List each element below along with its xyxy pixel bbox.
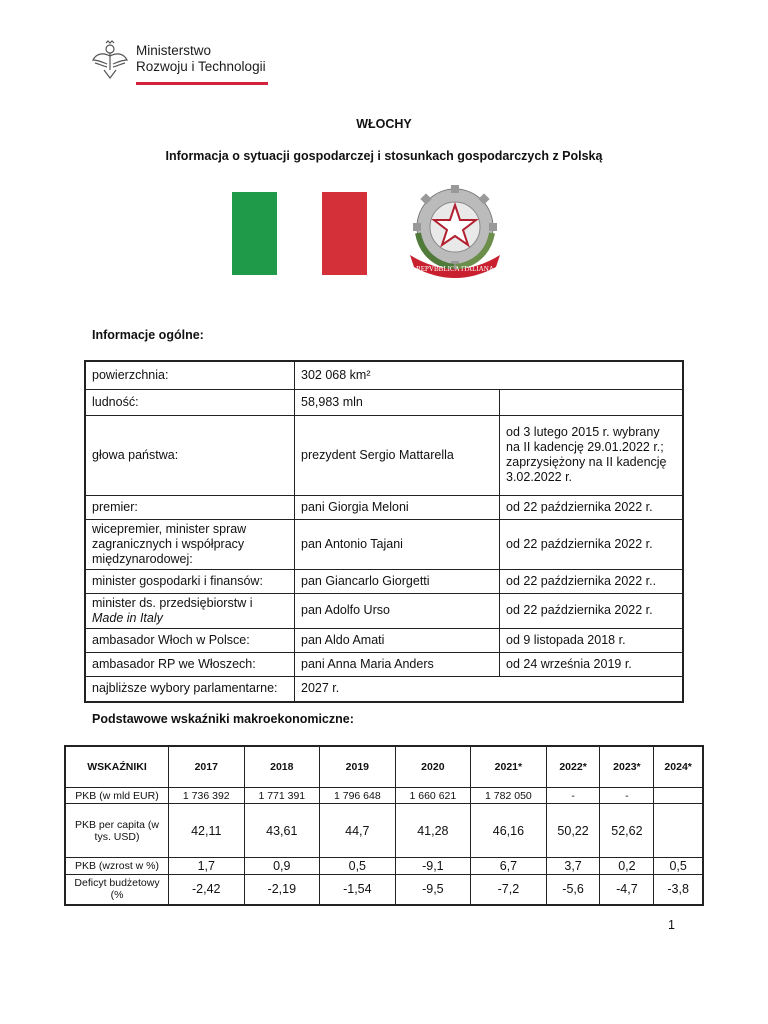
cell: 46,16 bbox=[471, 804, 547, 858]
column-header: 2022* bbox=[546, 746, 600, 788]
row-value: pan Adolfo Urso bbox=[295, 593, 500, 628]
table-row bbox=[85, 569, 683, 593]
cell: - bbox=[600, 788, 654, 804]
flag-green-stripe bbox=[232, 192, 277, 275]
cell: 50,22 bbox=[546, 804, 600, 858]
cell: -5,6 bbox=[546, 875, 600, 905]
column-header: 2023* bbox=[600, 746, 654, 788]
cell: 43,61 bbox=[244, 804, 320, 858]
ministry-name bbox=[136, 43, 266, 75]
cell: 1 782 050 bbox=[471, 788, 547, 804]
cell: -9,5 bbox=[395, 875, 471, 905]
row-date: od 22 października 2022 r.. bbox=[500, 569, 684, 593]
ministry-logo bbox=[90, 40, 270, 86]
row-value: pani Anna Maria Anders bbox=[295, 652, 500, 676]
table-row bbox=[85, 495, 683, 519]
row-date: od 24 września 2019 r. bbox=[500, 652, 684, 676]
row-label: wicepremier, minister spraw zagranicznych i współpracy międzynarodowej: bbox=[85, 519, 295, 569]
column-header: 2024* bbox=[654, 746, 703, 788]
row-value: pani Giorgia Meloni bbox=[295, 495, 500, 519]
polish-eagle-icon bbox=[90, 40, 130, 82]
row-value: 58,983 mln bbox=[295, 389, 500, 415]
table-row bbox=[85, 676, 683, 702]
table-row bbox=[65, 858, 703, 875]
row-value: pan Aldo Amati bbox=[295, 628, 500, 652]
cell: 1 796 648 bbox=[320, 788, 396, 804]
country-title: WŁOCHY bbox=[356, 117, 412, 131]
cell: 41,28 bbox=[395, 804, 471, 858]
row-date: od 22 października 2022 r. bbox=[500, 519, 684, 569]
table-row bbox=[65, 804, 703, 858]
row-label: ludność: bbox=[85, 389, 295, 415]
table-row bbox=[85, 628, 683, 652]
table-row bbox=[85, 389, 683, 415]
column-header: 2020 bbox=[395, 746, 471, 788]
cell: -2,42 bbox=[169, 875, 245, 905]
cell bbox=[654, 788, 703, 804]
row-value: 302 068 km² bbox=[295, 361, 684, 389]
row-date: od 3 lutego 2015 r. wybrany na II kadencję 29.01.2022 r.; zaprzysiężony na II kadencję 3.02.2022 r. bbox=[500, 415, 684, 495]
row-label: PKB per capita (w tys. USD) bbox=[65, 804, 169, 858]
cell: 52,62 bbox=[600, 804, 654, 858]
column-header: 2021* bbox=[471, 746, 547, 788]
page-number: 1 bbox=[668, 918, 675, 932]
table-row bbox=[65, 788, 703, 804]
flag-red-stripe bbox=[322, 192, 367, 275]
row-date: od 22 października 2022 r. bbox=[500, 495, 684, 519]
column-header: 2017 bbox=[169, 746, 245, 788]
general-info-heading: Informacje ogólne: bbox=[92, 328, 204, 342]
row-label: PKB (w mld EUR) bbox=[65, 788, 169, 804]
row-label bbox=[85, 593, 295, 628]
cell: -1,54 bbox=[320, 875, 396, 905]
column-header: WSKAŹNIKI bbox=[65, 746, 169, 788]
cell: 3,7 bbox=[546, 858, 600, 875]
logo-accent-bar bbox=[136, 82, 268, 85]
row-label: Deficyt budżetowy (% bbox=[65, 875, 169, 905]
cell: - bbox=[546, 788, 600, 804]
macro-indicators-table bbox=[64, 745, 704, 906]
row-label: głowa państwa: bbox=[85, 415, 295, 495]
row-value: pan Antonio Tajani bbox=[295, 519, 500, 569]
ministry-line-2: Rozwoju i Technologii bbox=[136, 59, 266, 74]
cell: 1,7 bbox=[169, 858, 245, 875]
cell: 6,7 bbox=[471, 858, 547, 875]
row-date: od 22 października 2022 r. bbox=[500, 593, 684, 628]
row-label-italic: Made in Italy bbox=[92, 610, 163, 625]
row-date: od 9 listopada 2018 r. bbox=[500, 628, 684, 652]
cell bbox=[654, 804, 703, 858]
row-value: 2027 r. bbox=[295, 676, 684, 702]
cell: -4,7 bbox=[600, 875, 654, 905]
row-label-text: minister ds. przedsiębiorstw i bbox=[92, 595, 253, 610]
cell: 1 736 392 bbox=[169, 788, 245, 804]
table-header-row bbox=[65, 746, 703, 788]
table-row bbox=[85, 652, 683, 676]
cell: 0,5 bbox=[654, 858, 703, 875]
cell: 42,11 bbox=[169, 804, 245, 858]
row-label: najbliższe wybory parlamentarne: bbox=[85, 676, 295, 702]
table-row bbox=[65, 875, 703, 905]
macro-heading: Podstawowe wskaźniki makroekonomiczne: bbox=[92, 712, 354, 726]
table-row bbox=[85, 519, 683, 569]
row-label: PKB (wzrost w %) bbox=[65, 858, 169, 875]
cell: 1 660 621 bbox=[395, 788, 471, 804]
cell: 0,5 bbox=[320, 858, 396, 875]
cell: -9,1 bbox=[395, 858, 471, 875]
cell: 0,9 bbox=[244, 858, 320, 875]
italian-emblem-icon bbox=[404, 183, 506, 279]
row-label: ambasador Włoch w Polsce: bbox=[85, 628, 295, 652]
general-info-table bbox=[84, 360, 684, 703]
column-header: 2018 bbox=[244, 746, 320, 788]
cell: -2,19 bbox=[244, 875, 320, 905]
row-label: premier: bbox=[85, 495, 295, 519]
row-value: pan Giancarlo Giorgetti bbox=[295, 569, 500, 593]
row-label: ambasador RP we Włoszech: bbox=[85, 652, 295, 676]
cell: 1 771 391 bbox=[244, 788, 320, 804]
cell: -3,8 bbox=[654, 875, 703, 905]
table-row bbox=[85, 415, 683, 495]
cell: 44,7 bbox=[320, 804, 396, 858]
cell: -7,2 bbox=[471, 875, 547, 905]
document-subtitle: Informacja o sytuacji gospodarczej i stosunkach gospodarczych z Polską bbox=[165, 149, 603, 163]
table-row bbox=[85, 361, 683, 389]
row-value: prezydent Sergio Mattarella bbox=[295, 415, 500, 495]
row-label: powierzchnia: bbox=[85, 361, 295, 389]
row-date bbox=[500, 389, 684, 415]
table-row bbox=[85, 593, 683, 628]
italian-flag bbox=[232, 192, 367, 275]
cell: 0,2 bbox=[600, 858, 654, 875]
emblem-ribbon-text: REPVBBLICA ITALIANA bbox=[416, 265, 494, 273]
ministry-line-1: Ministerstwo bbox=[136, 43, 212, 58]
column-header: 2019 bbox=[320, 746, 396, 788]
row-label: minister gospodarki i finansów: bbox=[85, 569, 295, 593]
